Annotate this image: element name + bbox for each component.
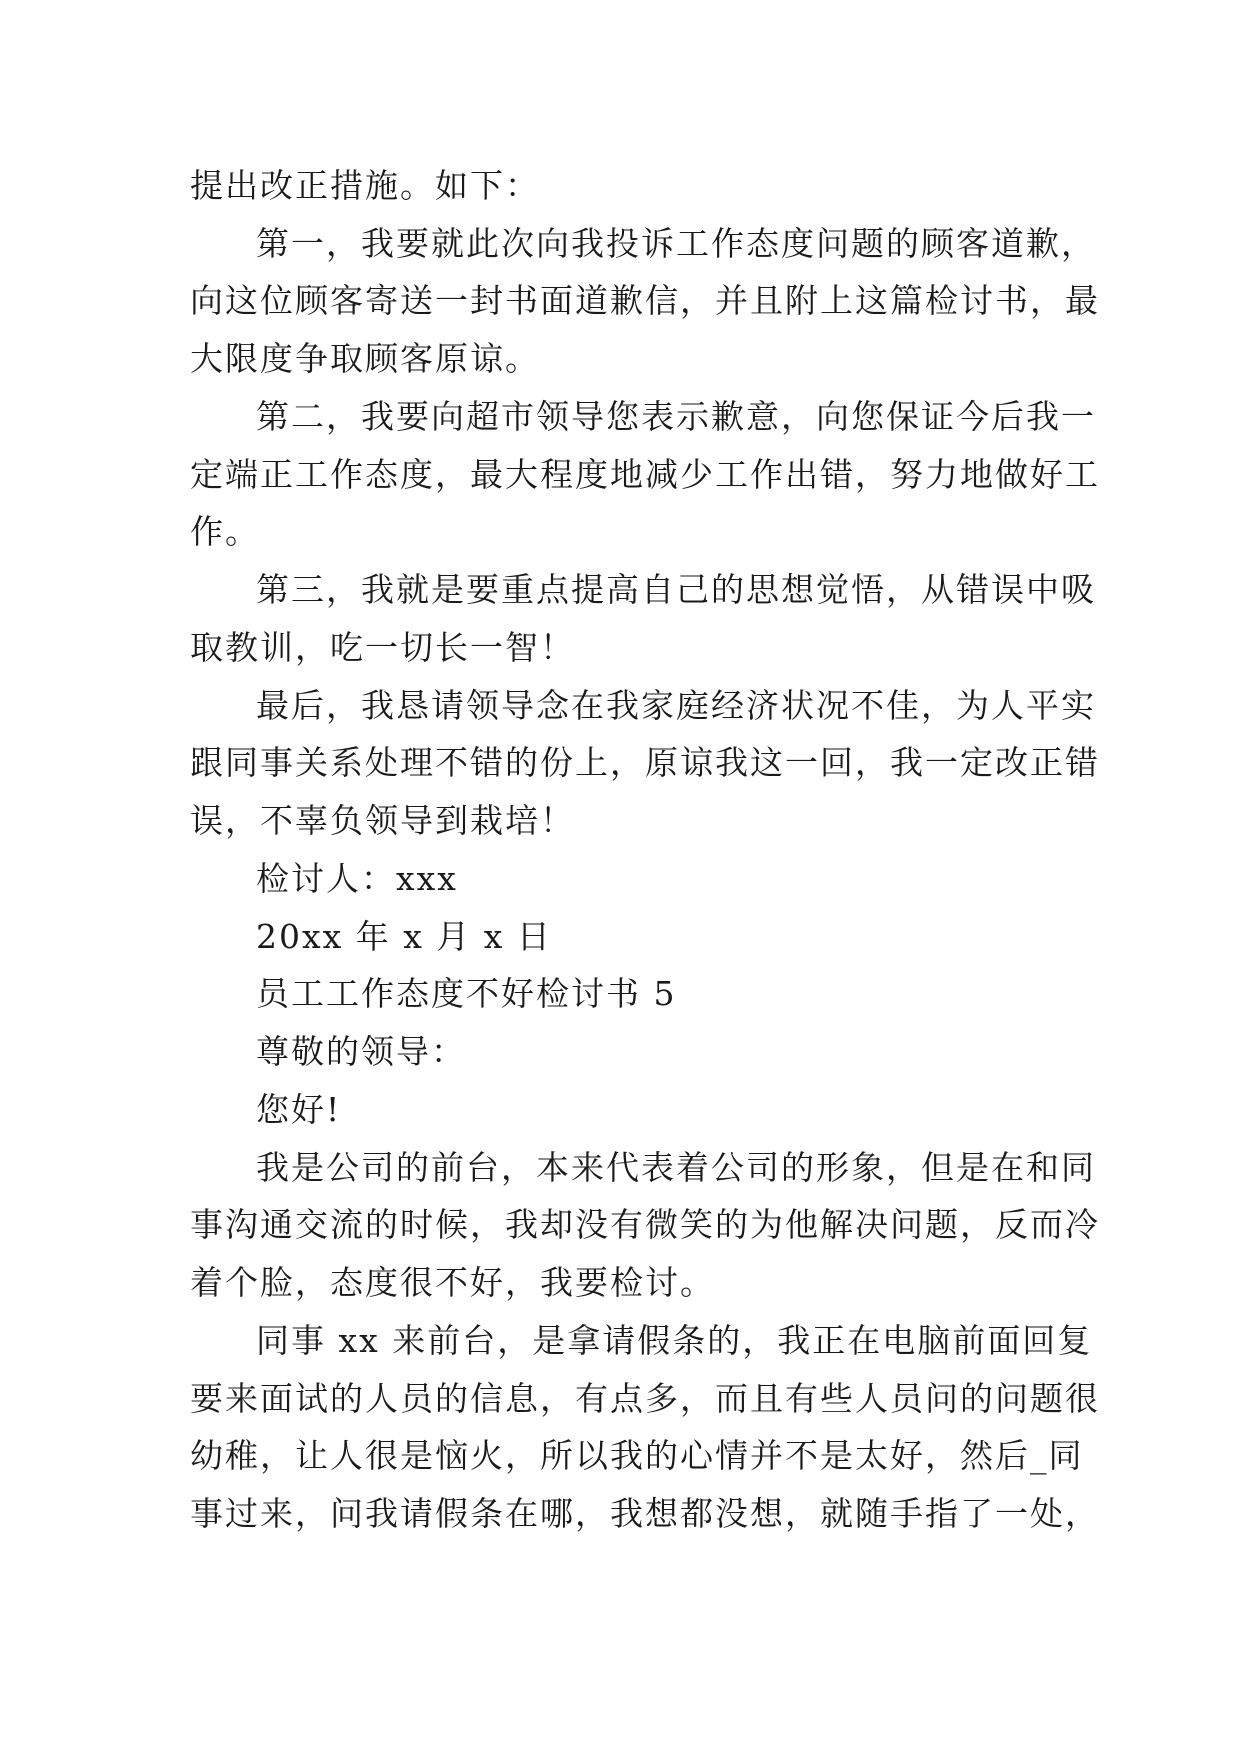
- text-line: 着个脸，态度很不好，我要检讨。: [190, 1263, 715, 1302]
- text-line: 跟同事关系处理不错的份上，原谅我这一回，我一定改正错: [190, 743, 1100, 782]
- signature-line: 检讨人：xxx: [256, 859, 458, 898]
- text-line: 第二，我要向超市领导您表示歉意，向您保证今后我一: [256, 397, 1096, 436]
- text-line: 我是公司的前台，本来代表着公司的形象，但是在和同: [256, 1148, 1096, 1187]
- text-line: 作。: [190, 512, 260, 551]
- date-line: 20xx 年 x 月 x 日: [256, 917, 552, 956]
- salutation: 尊敬的领导：: [256, 1032, 466, 1071]
- greeting: 您好!: [256, 1090, 342, 1129]
- text-line: 同事 xx 来前台，是拿请假条的，我正在电脑前面回复: [256, 1321, 1093, 1360]
- text-line: 第一，我要就此次向我投诉工作态度问题的顾客道歉，: [256, 224, 1096, 263]
- text-line: 提出改正措施。如下：: [190, 166, 540, 205]
- text-line: 要来面试的人员的信息，有点多，而且有些人员问的问题很: [190, 1379, 1100, 1418]
- text-line: 第三，我就是要重点提高自己的思想觉悟，从错误中吸: [256, 570, 1096, 609]
- text-line: 大限度争取顾客原谅。: [190, 339, 540, 378]
- text-line: 误，不辜负领导到栽培！: [190, 801, 575, 840]
- text-line: 事沟通交流的时候，我却没有微笑的为他解决问题，反而冷: [190, 1205, 1100, 1244]
- text-line: 向这位顾客寄送一封书面道歉信，并且附上这篇检讨书，最: [190, 281, 1100, 320]
- text-line: 幼稚，让人很是恼火，所以我的心情并不是太好，然后_同: [190, 1436, 1084, 1475]
- section-title: 员工工作态度不好检讨书 5: [256, 974, 677, 1013]
- text-line: 事过来，问我请假条在哪，我想都没想，就随手指了一处，: [190, 1494, 1100, 1533]
- text-line: 最后，我恳请领导念在我家庭经济状况不佳，为人平实: [256, 686, 1096, 725]
- text-line: 取教训，吃一切长一智！: [190, 628, 575, 667]
- text-line: 定端正工作态度，最大程度地减少工作出错，努力地做好工: [190, 455, 1100, 494]
